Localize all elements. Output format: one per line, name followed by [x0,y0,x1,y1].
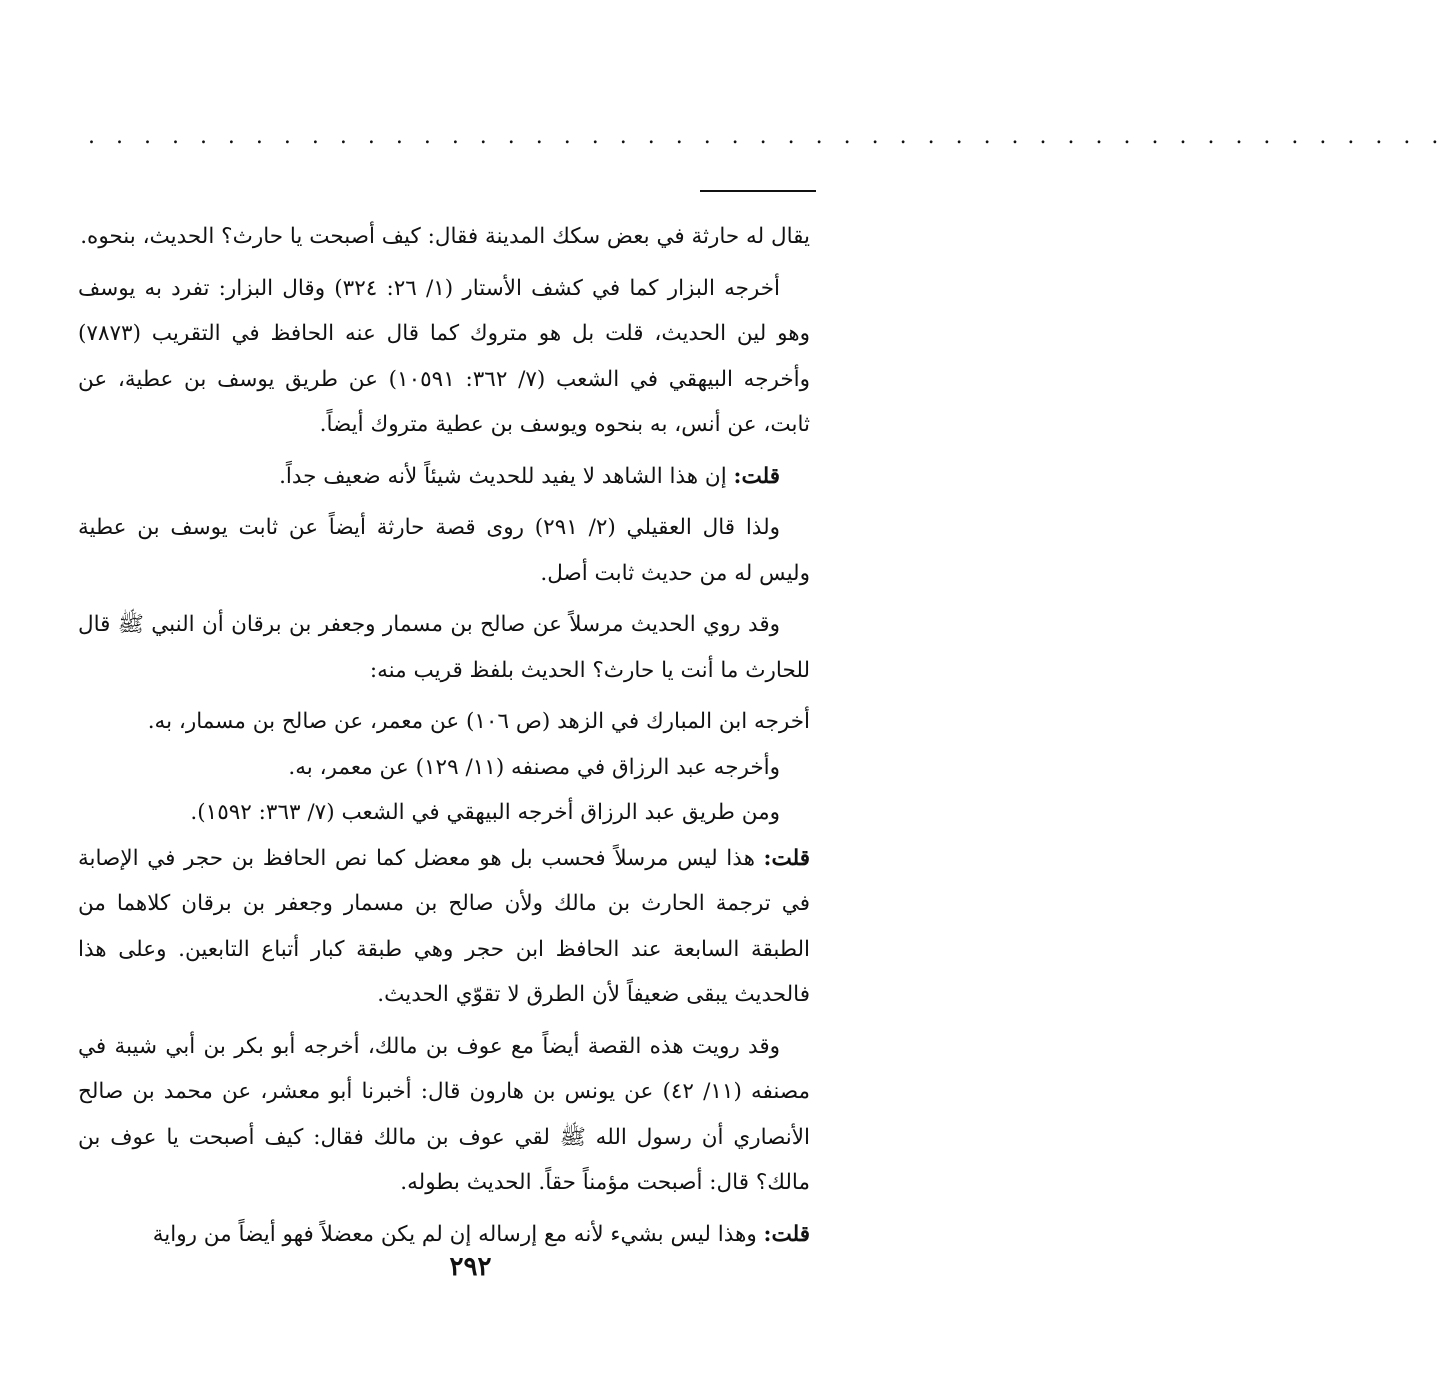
paragraph-10 [78,1024,810,1206]
paragraph-11 [78,1212,810,1258]
paragraph-text: وقد رويت هذه القصة أيضاً مع عوف بن مالك، أخرجه أبو بكر بن أبي شيبة في مصنفه (١١/ ٤٢) عن يونس بن هارون قال: أخبرنا أبو معشر، عن محمد بن صالح الأنصاري أن رسول الله ﷺ لقي عوف بن مالك فقال: كيف أصبحت يا عوف بن مالك؟ قال: أصبحت مؤمناً حقاً. الحديث بطوله. [78,1033,811,1195]
paragraph-9 [78,836,810,1018]
page-body [78,214,810,1257]
paragraph-1 [78,214,810,260]
paragraph-4 [78,505,810,596]
separator-dots: . . . . . . . . . . . . . . . . . . . . . . . . . . . . . . . . . . . . . . . . . . . . . . . . . [88,124,1445,149]
paragraph-text: ولذا قال العقيلي (٢/ ٢٩١) روى قصة حارثة أيضاً عن ثابت يوسف بن عطية وليس له من حديث ثابت أصل. [78,515,810,586]
paragraph-text: وأخرجه عبد الرزاق في مصنفه (١١/ ١٢٩) عن معمر، به. [288,754,780,780]
paragraph-text: أخرجه ابن المبارك في الزهد (ص ١٠٦) عن معمر، عن صالح بن مسمار، به. [147,709,810,734]
paragraph-text: أخرجه البزار كما في كشف الأستار (١/ ٢٦: ٣٢٤) وقال البزار: تفرد به يوسف وهو لين الحديث، قلت بل هو متروك كما قال عنه الحافظ في التقريب (٧٨٧٣) وأخرجه البيهقي في الشعب (٧/ ٣٦٢: ١٠٥٩١) عن طريق يوسف بن عطية، عن ثابت، عن أنس، به بنحوه ويوسف بن عطية متروك أيضاً. [78,275,811,437]
paragraph-text: هذا ليس مرسلاً فحسب بل هو معضل كما نص الحافظ بن حجر في الإصابة في ترجمة الحارث بن مالك ولأن صالح بن مسمار وجعفر بن برقان كلاهما من الطبقة السابعة عند الحافظ ابن حجر وهي طبقة كبار أتباع التابعين. وعلى هذا فالحديث يبقى ضعيفاً لأن الطرق لا تقوّي الحديث. [78,845,810,1007]
qultu-label: قلت: [733,463,780,489]
paragraph-5 [78,602,810,693]
paragraph-text: يقال له حارثة في بعض سكك المدينة فقال: كيف أصبحت يا حارث؟ الحديث، بنحوه. [80,224,810,249]
paragraph-text: ومن طريق عبد الرزاق أخرجه البيهقي في الشعب (٧/ ٣٦٣: ١٥٩٢). [190,800,780,825]
paragraph-8 [78,790,810,836]
qultu-label: قلت: [763,1221,810,1247]
paragraph-text: وقد روي الحديث مرسلاً عن صالح بن مسمار وجعفر بن برقان أن النبي ﷺ قال للحارث ما أنت يا حارث؟ الحديث بلفظ قريب منه: [78,612,810,683]
paragraph-3 [78,454,810,500]
paragraph-text: وهذا ليس بشيء لأنه مع إرساله إن لم يكن معضلاً فهو أيضاً من رواية [152,1221,764,1247]
footnote-rule [700,190,816,192]
page-number: ٢٩٢ [449,1252,492,1282]
qultu-label: قلت: [763,845,810,871]
paragraph-2 [78,266,810,448]
paragraph-6 [78,699,810,745]
paragraph-7 [78,745,810,791]
paragraph-text: إن هذا الشاهد لا يفيد للحديث شيئاً لأنه ضعيف جداً. [279,463,734,489]
